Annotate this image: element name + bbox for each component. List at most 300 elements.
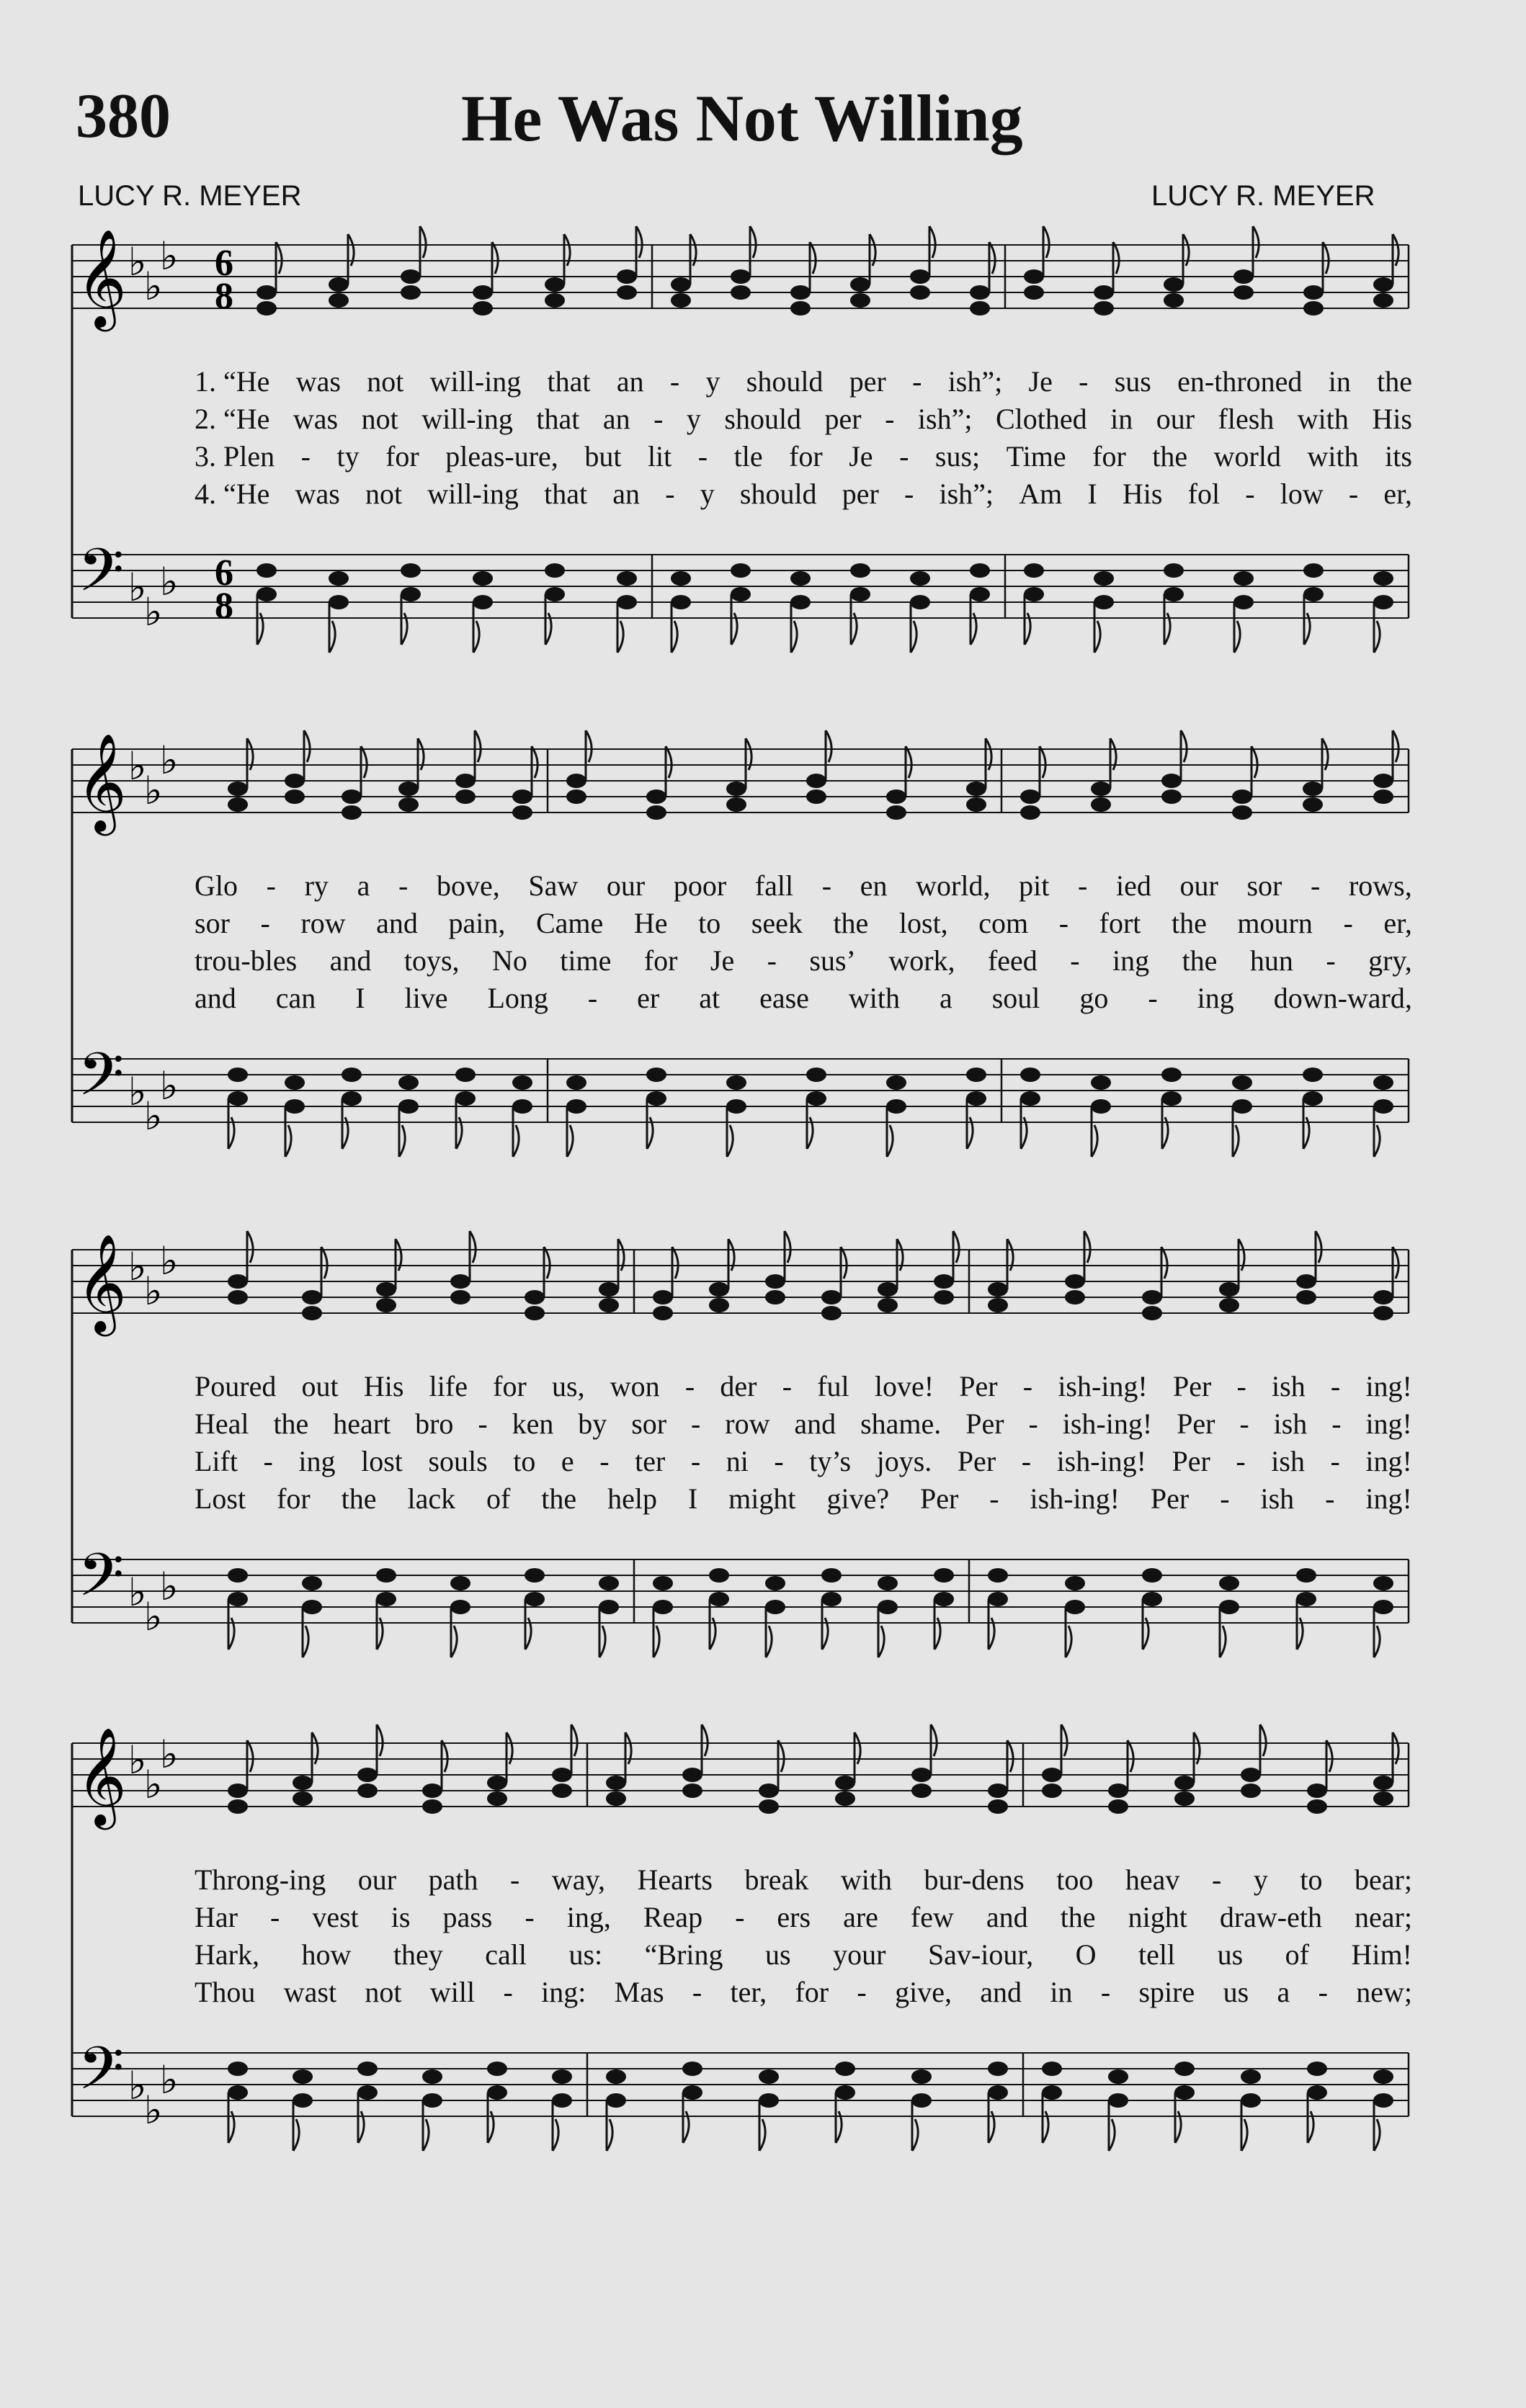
lyric-syllable: can	[275, 982, 316, 1014]
lyric-syllable: will	[429, 1976, 476, 2008]
lyric-syllable: not	[361, 403, 398, 435]
svg-text:♭: ♭	[144, 2087, 163, 2133]
lyric-syllable: way,	[551, 1863, 605, 1896]
lyric-syllable: -	[1245, 478, 1255, 510]
lyric-syllable: ing!	[1365, 1407, 1412, 1440]
lyric-syllable: Am	[1019, 478, 1063, 510]
lyric-syllable: our	[606, 869, 646, 902]
lyric-syllable: Per	[1150, 1482, 1190, 1515]
bass-chord	[682, 2062, 702, 2143]
svg-text:♭: ♭	[144, 1762, 163, 1807]
lyric-syllable: not	[367, 365, 404, 398]
lyric-syllable: ied	[1115, 869, 1151, 902]
lyric-syllable: a	[1277, 1976, 1290, 2008]
lyric-syllable: ty	[336, 440, 360, 473]
lyric-syllable: -	[1220, 1482, 1230, 1515]
lyric-syllable: Hearts	[637, 1863, 713, 1896]
lyric-syllable: en-throned	[1177, 365, 1303, 398]
svg-text:♭: ♭	[144, 1093, 163, 1139]
bass-chord	[606, 2069, 626, 2151]
lyric-syllable: -	[1079, 365, 1089, 398]
lyric-syllable: ease	[759, 982, 809, 1014]
lyric-syllable: Thou	[195, 1976, 256, 2008]
lyric-syllable: -	[1330, 1370, 1341, 1402]
lyric-syllable: an	[612, 478, 641, 510]
lyric-syllable: sor	[631, 1407, 667, 1440]
treble-clef-icon: 𝄞	[76, 228, 127, 327]
lyric-syllable: y	[705, 365, 720, 398]
lyric-syllable: give,	[895, 1976, 952, 2008]
svg-text:♭: ♭	[128, 1244, 147, 1289]
lyric-syllable: His	[1122, 478, 1163, 510]
lyric-syllable: ish”;	[947, 365, 1003, 398]
lyric-syllable: -	[1070, 944, 1080, 977]
lyric-syllable: not	[365, 1976, 402, 2008]
lyric-syllable: -	[691, 1407, 701, 1440]
bass-clef-icon: 𝄢	[78, 1039, 125, 1124]
svg-text:♭: ♭	[160, 1564, 179, 1609]
lyric-syllable: His	[363, 1370, 404, 1402]
lyric-syllable: to	[1300, 1863, 1323, 1896]
lyric-syllable: pleas-ure,	[445, 440, 558, 473]
lyric-syllable: e	[561, 1445, 574, 1477]
lyric-syllable: was	[295, 478, 340, 510]
treble-chord	[682, 1724, 708, 1798]
lyric-syllable: ing!	[1365, 1482, 1412, 1515]
lyric-syllable: bro	[415, 1407, 454, 1440]
lyric-syllable: in	[1110, 403, 1133, 435]
lyric-syllable: per	[849, 365, 886, 398]
lyric-syllable: feed	[987, 944, 1038, 977]
lyric-syllable: with	[1307, 440, 1359, 473]
lyric-syllable: gry,	[1368, 944, 1412, 977]
lyric-syllable: and	[376, 907, 418, 939]
lyric-syllable: break	[744, 1863, 809, 1896]
lyric-syllable: rows,	[1348, 869, 1412, 902]
lyric-syllable: at	[699, 982, 720, 1014]
svg-text:♭: ♭	[128, 1737, 147, 1783]
lyric-syllable: -	[1100, 1976, 1111, 2008]
lyric-syllable: the	[1182, 944, 1218, 977]
lyric-syllable: -	[767, 944, 777, 977]
lyric-syllable: vest	[312, 1901, 359, 1933]
lyric-syllable: His	[1372, 403, 1412, 435]
lyric-syllable: pass	[442, 1901, 493, 1933]
lyric-syllable: with	[840, 1863, 892, 1896]
svg-text:♭: ♭	[160, 2057, 179, 2103]
lyric-syllable: -	[525, 1901, 535, 1933]
lyric-syllable: 4. “He	[195, 478, 270, 510]
lyric-syllable: bear;	[1355, 1863, 1412, 1896]
lyric-syllable: go	[1079, 982, 1109, 1014]
lyric-syllable: Hark,	[195, 1938, 259, 1971]
svg-text:♭: ♭	[160, 559, 179, 604]
lyric-syllable: was	[293, 403, 339, 435]
lyric-syllable: Him!	[1351, 1938, 1412, 1971]
lyric-syllable: seek	[751, 907, 803, 939]
lyric-syllable: -	[599, 1445, 610, 1477]
lyric-syllable: not	[365, 478, 403, 510]
lyric-syllable: new;	[1356, 1976, 1412, 2008]
lyric-syllable: He	[633, 907, 668, 939]
hymn-number: 380	[76, 81, 171, 151]
lyric-syllable: -	[1078, 869, 1088, 902]
lyric-syllable: -	[510, 1863, 520, 1896]
lyric-syllable: our	[1156, 403, 1195, 435]
lyric-syllable: Per	[959, 1370, 998, 1402]
lyric-syllable: -	[697, 440, 708, 473]
lyric-syllable: -	[989, 1482, 999, 1515]
svg-text:♭: ♭	[160, 738, 179, 783]
lyric-syllable: for	[789, 440, 823, 473]
lyric-syllable: -	[665, 478, 675, 510]
lyric-syllable: should	[739, 478, 817, 510]
lyric-syllable: ing	[1197, 982, 1234, 1014]
lyric-syllable: per	[842, 478, 879, 510]
lyric-syllable: -	[503, 1976, 513, 2008]
lyric-syllable: the	[273, 1407, 309, 1440]
lyric-syllable: -	[269, 1901, 280, 1933]
lyric-syllable: Saw	[528, 869, 579, 902]
lyric-syllable: ish	[1272, 1370, 1306, 1402]
lyric-syllable: -	[260, 907, 270, 939]
lyric-syllable: sus	[1114, 365, 1151, 398]
lyric-syllable: Clothed	[995, 403, 1087, 435]
lyric-syllable: y	[700, 478, 715, 510]
lyric-syllable: ful	[817, 1370, 849, 1402]
lyric-syllable: Reap	[643, 1901, 703, 1933]
lyric-syllable: love!	[874, 1370, 934, 1402]
lyric-syllable: heav	[1125, 1863, 1180, 1896]
lyric-syllable: -	[653, 403, 664, 435]
lyric-syllable: Per	[920, 1482, 959, 1515]
lyric-syllable: a	[357, 869, 370, 902]
lyric-syllable: -	[1058, 907, 1069, 939]
bass-chord	[1307, 2062, 1327, 2143]
svg-text:♭: ♭	[144, 1268, 163, 1314]
lyric-syllable: by	[578, 1407, 607, 1440]
lyric-line-verse-2	[195, 1899, 1412, 1935]
lyric-syllable: help	[607, 1482, 657, 1515]
hymn-title: He Was Not Willing	[461, 81, 1023, 155]
lyric-syllable: -	[1331, 1407, 1342, 1440]
lyric-syllable: joys.	[876, 1445, 932, 1477]
lyric-syllable: ing:	[541, 1976, 586, 2008]
lyric-syllable: Throng-ing	[195, 1863, 326, 1896]
lyric-syllable: fort	[1099, 907, 1141, 939]
lyric-syllable: -	[266, 869, 276, 902]
lyric-syllable: ish”;	[917, 403, 973, 435]
lyric-syllable: ry	[304, 869, 329, 902]
lyric-syllable: us	[1223, 1976, 1249, 2008]
treble-chord	[422, 1740, 447, 1814]
lyric-syllable: they	[393, 1938, 443, 1971]
lyric-line-verse-1	[195, 1862, 1412, 1898]
lyric-syllable: and	[980, 1976, 1022, 2008]
lyric-syllable: in	[1050, 1976, 1073, 2008]
lyric-syllable: world	[1213, 440, 1281, 473]
svg-text:♭: ♭	[144, 589, 163, 635]
lyric-syllable: was	[295, 365, 341, 398]
lyric-syllable: us	[765, 1938, 791, 1971]
bass-chord	[487, 2062, 507, 2143]
lyric-syllable: for	[643, 944, 678, 977]
lyric-syllable: us	[1217, 1938, 1244, 1971]
svg-text:♭: ♭	[128, 743, 147, 789]
treble-chord	[1108, 1740, 1133, 1814]
lyric-syllable: I	[687, 1482, 698, 1515]
lyric-syllable: mourn	[1237, 907, 1313, 939]
lyric-syllable: -	[1330, 1445, 1340, 1477]
lyric-syllable: Heal	[195, 1407, 249, 1440]
lyric-syllable: bove,	[436, 869, 500, 902]
lyric-syllable: Per	[1172, 1370, 1212, 1402]
lyric-syllable: how	[301, 1938, 352, 1971]
lyric-syllable: ish	[1260, 1482, 1295, 1515]
lyric-syllable: Time	[1006, 440, 1066, 473]
lyric-syllable: -	[1343, 907, 1353, 939]
lyric-syllable: the	[1171, 907, 1207, 939]
treble-staff	[72, 1743, 1409, 1807]
lyric-syllable: an	[616, 365, 644, 398]
lyric-syllable: is	[391, 1901, 411, 1933]
lyric-syllable: world,	[916, 869, 991, 902]
lyric-syllable: sor	[1246, 869, 1282, 902]
lyric-syllable: -	[774, 1445, 784, 1477]
lyric-syllable: -	[1348, 478, 1359, 510]
lyric-syllable: -	[1021, 1445, 1032, 1477]
lyric-syllable: life	[429, 1370, 468, 1402]
lyric-syllable: out	[301, 1370, 339, 1402]
lyric-syllable: for	[493, 1370, 527, 1402]
lyric-syllable: will-ing	[421, 403, 513, 435]
lyric-syllable: draw-eth	[1219, 1901, 1322, 1933]
lyric-syllable: en	[860, 869, 888, 902]
bass-clef-icon: 𝄢	[78, 1540, 125, 1624]
lyric-line-verse-3	[195, 1937, 1412, 1973]
lyric-syllable: -	[1236, 1445, 1246, 1477]
svg-text:♭: ♭	[144, 768, 163, 813]
svg-text:♭: ♭	[128, 1570, 147, 1615]
lyric-syllable: “Bring	[644, 1938, 723, 1971]
lyric-syllable: -	[821, 869, 832, 902]
svg-text:♭: ♭	[160, 1063, 179, 1109]
lyric-syllable: with	[1297, 403, 1349, 435]
lyric-syllable: Sav-iour,	[927, 1938, 1034, 1971]
lyric-syllable: for	[795, 1976, 829, 2008]
lyric-syllable: spire	[1138, 1976, 1195, 2008]
lyric-syllable: too	[1056, 1863, 1094, 1896]
lyric-syllable: ty’s	[809, 1445, 852, 1477]
treble-chord	[759, 1740, 784, 1814]
lyric-syllable: sor	[195, 907, 230, 939]
lyric-syllable: with	[848, 982, 900, 1014]
lyric-syllable: might	[728, 1482, 796, 1515]
lyric-syllable: Per	[1177, 1407, 1215, 1440]
bass-chord	[1241, 2069, 1261, 2151]
svg-text:♭: ♭	[160, 233, 179, 279]
treble-clef-icon: 𝄞	[76, 1232, 127, 1332]
lyric-syllable: ing	[298, 1445, 336, 1477]
lyric-syllable: that	[544, 478, 588, 510]
lyric-syllable: should	[724, 403, 802, 435]
lyric-syllable: ish	[1271, 1445, 1305, 1477]
lyric-syllable: No	[491, 944, 527, 977]
lyric-syllable: give?	[826, 1482, 890, 1515]
lyric-syllable: Mas	[614, 1976, 664, 2008]
svg-text:♭: ♭	[160, 1732, 179, 1777]
lyric-syllable: and	[195, 982, 236, 1014]
lyric-syllable: -	[1236, 1370, 1246, 1402]
bass-chord	[1373, 2069, 1393, 2151]
lyric-syllable: ish	[1273, 1407, 1308, 1440]
lyric-syllable: -	[1239, 1407, 1249, 1440]
treble-chord	[228, 1740, 253, 1814]
lyric-syllable: Glo	[195, 869, 238, 902]
lyric-syllable: won	[610, 1370, 660, 1402]
lyric-syllable: Je	[710, 944, 735, 977]
bass-chord	[1108, 2069, 1128, 2151]
svg-text:♭: ♭	[144, 264, 163, 309]
lyric-syllable: -	[684, 1370, 695, 1402]
lyric-syllable: ish-ing!	[1058, 1370, 1148, 1402]
lyric-syllable: -	[903, 478, 914, 510]
treble-clef-icon: 𝄞	[76, 1726, 127, 1825]
bass-chord	[835, 2062, 855, 2143]
lyric-syllable: 1. “He	[195, 365, 270, 398]
lyric-syllable: I	[1087, 478, 1097, 510]
lyric-syllable: the	[1060, 1901, 1096, 1933]
lyric-syllable: Poured	[195, 1370, 277, 1402]
lyric-syllable: of	[486, 1482, 511, 1515]
lyric-syllable: ing,	[566, 1901, 611, 1933]
treble-chord	[911, 1724, 937, 1798]
svg-text:♭: ♭	[128, 239, 147, 285]
lyric-syllable: lack	[407, 1482, 456, 1515]
lyric-syllable: wast	[283, 1976, 337, 2008]
lyric-syllable: its	[1385, 440, 1412, 473]
lyric-syllable: -	[1318, 1976, 1328, 2008]
lyric-syllable: -	[669, 365, 680, 398]
lyric-syllable: work,	[888, 944, 955, 977]
lyric-syllable: but	[584, 440, 622, 473]
lyric-syllable: toys,	[403, 944, 460, 977]
lyric-syllable: ing	[1112, 944, 1150, 977]
lyric-syllable: -	[1326, 944, 1336, 977]
lyric-syllable: -	[1022, 1370, 1033, 1402]
lyric-syllable: the	[1377, 365, 1412, 398]
lyric-syllable: Lost	[195, 1482, 246, 1515]
lyric-syllable: Long	[487, 982, 548, 1014]
svg-text:6: 6	[215, 243, 233, 284]
lyric-syllable: for	[277, 1482, 311, 1515]
lyric-syllable: to	[513, 1445, 536, 1477]
lyric-syllable: I	[355, 982, 365, 1014]
lyric-syllable: for	[1092, 440, 1126, 473]
treble-chord	[552, 1724, 577, 1798]
lyric-syllable: hun	[1249, 944, 1293, 977]
lyric-syllable: ter,	[730, 1976, 767, 2008]
bass-chord	[228, 2062, 248, 2143]
lyric-syllable: row	[300, 907, 346, 939]
lyric-syllable: -	[1325, 1482, 1335, 1515]
svg-text:♭: ♭	[144, 1594, 163, 1639]
lyric-line-verse-4	[195, 1974, 1412, 2010]
lyric-syllable: that	[536, 403, 580, 435]
lyric-syllable: and	[794, 1407, 836, 1440]
words-credit: LUCY R. MEYER	[78, 180, 302, 212]
bass-chord	[357, 2062, 378, 2143]
lyric-syllable: Je	[849, 440, 873, 473]
lyric-syllable: -	[782, 1370, 793, 1402]
lyric-syllable: er	[637, 982, 660, 1014]
lyric-syllable: lost	[361, 1445, 403, 1477]
lyric-syllable: will-ing	[429, 365, 522, 398]
lyric-syllable: -	[692, 1976, 702, 2008]
lyric-syllable: an	[602, 403, 630, 435]
lyric-syllable: tell	[1138, 1938, 1176, 1971]
lyric-syllable: 3. Plen	[195, 440, 275, 473]
lyric-syllable: y	[1253, 1863, 1268, 1896]
lyric-syllable: row	[725, 1407, 770, 1440]
lyric-syllable: should	[746, 365, 824, 398]
treble-chord	[988, 1740, 1013, 1814]
lyric-syllable: fol	[1187, 478, 1221, 510]
lyric-syllable: lost,	[898, 907, 948, 939]
lyric-syllable: -	[398, 869, 409, 902]
lyric-syllable: heart	[333, 1407, 391, 1440]
svg-text:8: 8	[215, 586, 233, 627]
lyric-syllable: and	[986, 1901, 1028, 1933]
lyric-syllable: trou-bles	[195, 944, 298, 977]
lyric-syllable: poor	[673, 869, 727, 902]
lyric-syllable: pit	[1019, 869, 1050, 902]
lyric-syllable: -	[899, 440, 909, 473]
lyric-syllable: -	[587, 982, 598, 1014]
treble-clef-icon: 𝄞	[76, 732, 127, 831]
lyric-syllable: Har	[195, 1901, 238, 1933]
lyric-syllable: lit	[647, 440, 672, 473]
lyric-syllable: shame.	[860, 1407, 942, 1440]
bass-chord	[552, 2069, 572, 2151]
bass-clef-icon: 𝄢	[78, 2033, 125, 2118]
bass-chord	[988, 2062, 1008, 2143]
lyric-syllable: Per	[965, 1407, 1004, 1440]
lyric-syllable: -	[263, 1445, 273, 1477]
lyric-syllable: call	[485, 1938, 527, 1971]
lyric-syllable: pain,	[448, 907, 506, 939]
lyric-syllable: flesh	[1218, 403, 1275, 435]
lyric-syllable: ers	[777, 1901, 811, 1933]
lyric-syllable: fall	[754, 869, 794, 902]
lyric-syllable: low	[1280, 478, 1324, 510]
lyric-syllable: of	[1285, 1938, 1309, 1971]
svg-text:♭: ♭	[128, 2063, 147, 2108]
lyric-syllable: ish-ing!	[1030, 1482, 1120, 1515]
lyric-syllable: in	[1328, 365, 1351, 398]
lyric-syllable: y	[686, 403, 701, 435]
lyric-syllable: to	[698, 907, 721, 939]
lyric-syllable: O	[1075, 1938, 1097, 1971]
lyric-syllable: our	[1179, 869, 1218, 902]
lyric-syllable: com	[978, 907, 1029, 939]
bass-chord	[422, 2069, 442, 2151]
lyric-syllable: night	[1128, 1901, 1187, 1933]
lyric-syllable: ken	[512, 1407, 554, 1440]
lyric-syllable: will-ing	[427, 478, 519, 510]
lyric-syllable: -	[1028, 1407, 1038, 1440]
lyric-syllable: near;	[1355, 1901, 1412, 1933]
